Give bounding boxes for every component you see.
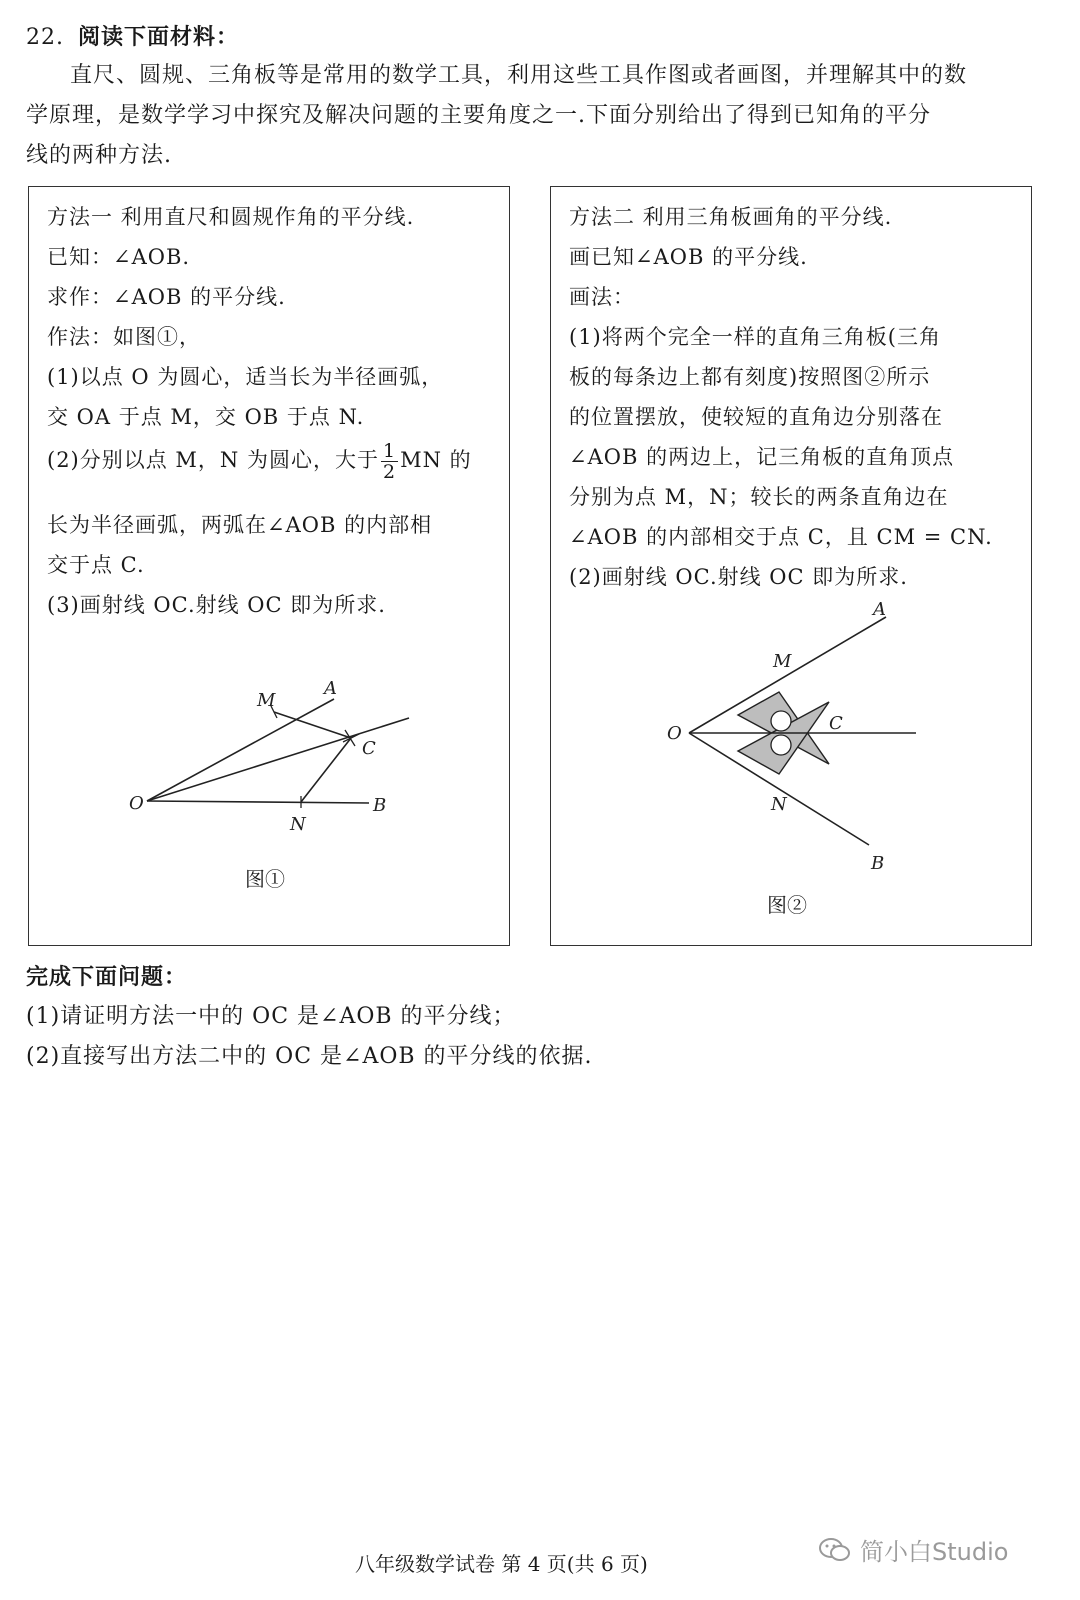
ray-OB [147,801,369,803]
fig1-label-M: M [257,690,276,711]
task-2: (2)直接写出方法二中的 OC 是∠AOB 的平分线的依据. [26,1044,593,1069]
method2-step1-f: ∠AOB 的内部相交于点 C，且 CM = CN. [569,525,993,549]
question-number: 22. [26,25,64,50]
method2-line1: 画已知∠AOB 的平分线. [569,245,808,269]
ruler-hole-upper [771,711,791,731]
figure1-caption: 图① [245,867,285,891]
figure2-diagram [551,597,1031,887]
fig1-label-A: A [324,678,337,699]
fig1-label-N: N [290,814,306,835]
method1-find: 求作：∠AOB 的平分线. [47,285,286,309]
wechat-icon [818,1536,852,1564]
fig2-label-A: A [873,599,886,620]
method1-step2-a [47,441,472,482]
segment-NC [301,738,351,802]
fig1-label-C: C [362,738,376,759]
fig2-label-B: B [871,853,885,874]
method2-step1-d: ∠AOB 的两边上，记三角板的直角顶点 [569,445,955,469]
watermark-text: 简小白Studio [860,1538,1009,1566]
method1-given: 已知：∠AOB. [47,245,191,269]
tasks-heading: 完成下面问题： [26,965,188,990]
method1-step2-c: 交于点 C. [47,553,145,577]
watermark [818,1532,1008,1567]
method2-step2: (2)画射线 OC.射线 OC 即为所求. [569,565,908,589]
fig2-label-O: O [667,723,682,744]
method1-step1-b: 交 OA 于点 M，交 OB 于点 N. [47,405,365,429]
method1-steps-label: 作法：如图①， [47,325,201,349]
figure1-diagram [29,642,509,842]
ruler-hole-lower [771,735,791,755]
method2-step1-e: 分别为点 M，N；较长的两条直角边在 [569,485,949,509]
method1-step2-pre: (2)分别以点 M，N 为圆心，大于 [47,448,379,472]
fig2-label-N: N [771,794,787,815]
method2-step1-a: (1)将两个完全一样的直角三角板(三角 [569,325,941,349]
fig1-label-B: B [373,795,387,816]
method1-box [28,186,510,946]
method1-step2-b: 长为半径画弧，两弧在∠AOB 的内部相 [47,513,433,537]
intro-line-3: 线的两种方法. [26,143,172,168]
method2-box [550,186,1032,946]
page-footer: 八年级数学试卷 第 4 页(共 6 页) [355,1552,648,1576]
intro-line-2: 学原理，是数学学习中探究及解决问题的主要角度之一.下面分别给出了得到已知角的平分 [26,103,931,128]
task-1: (1)请证明方法一中的 OC 是∠AOB 的平分线； [26,1004,516,1029]
fraction-half [381,441,398,482]
method2-line2: 画法： [569,285,635,309]
method1-step2-post: MN 的 [400,448,472,472]
fraction-numerator: 1 [382,440,397,462]
fraction-denominator: 2 [382,461,397,483]
fig2-label-C: C [829,713,843,734]
figure2-caption: 图② [767,893,807,917]
method2-step1-c: 的位置摆放，使较短的直角边分别落在 [569,405,943,429]
intro-line-1: 直尺、圆规、三角板等是常用的数学工具，利用这些工具作图或者画图，并理解其中的数 [70,63,968,88]
question-heading: 阅读下面材料： [78,25,240,50]
method1-step1-a: (1)以点 O 为圆心，适当长为半径画弧， [47,365,444,389]
method2-title: 方法二 利用三角板画角的平分线. [569,205,893,229]
method1-title: 方法一 利用直尺和圆规作角的平分线. [47,205,415,229]
method1-step3: (3)画射线 OC.射线 OC 即为所求. [47,593,386,617]
fig2-label-M-visible: M [773,651,792,672]
question-header [26,18,239,58]
fig1-label-O: O [129,793,144,814]
method2-step1-b: 板的每条边上都有刻度)按照图②所示 [569,365,931,389]
